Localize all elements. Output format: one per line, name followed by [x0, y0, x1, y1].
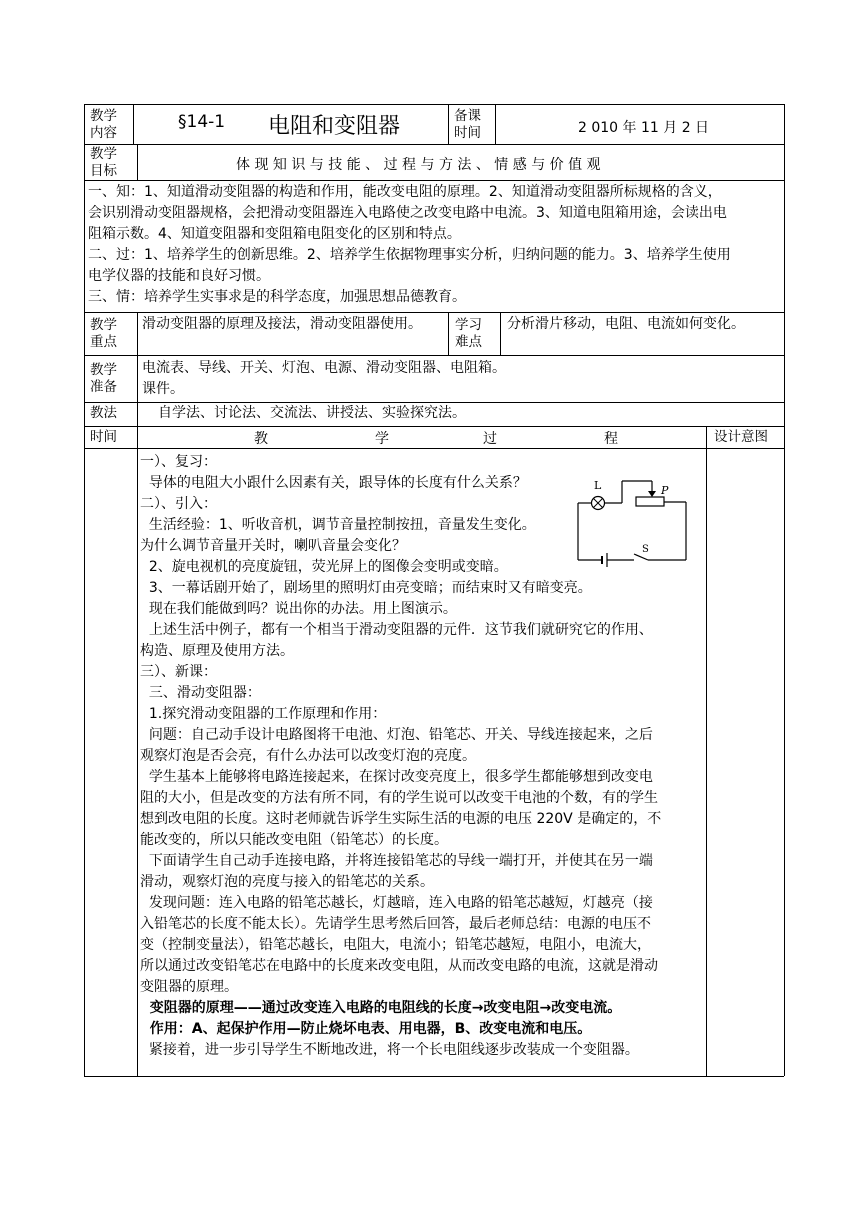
goal-line: 三、情：培养学生实事求是的科学态度，加强思想品德教育。 [88, 289, 466, 305]
label-line: 难点 [455, 334, 482, 350]
body-line: 三）、新课： [140, 664, 217, 680]
table-border-bottom [84, 1076, 784, 1077]
label-line: 准备 [90, 379, 117, 395]
body-line: 学生基本上能够将电路连接起来，在探讨改变亮度上，很多学生都能够想到改变电 [140, 769, 653, 785]
col-divider [448, 312, 449, 355]
col-divider [137, 402, 138, 426]
method-text: 自学法、讨论法、交流法、讲授法、实验探究法。 [158, 405, 466, 421]
body-line: 3、一幕话剧开始了，剧场里的照明灯由亮变暗；而结束时又有暗变亮。 [140, 580, 592, 596]
principle-line: 变阻器的原理——通过改变连入电路的电阻线的长度→改变电阻→改变电流。 [140, 1000, 622, 1016]
body-line: 变阻器的原理。 [140, 979, 238, 995]
label-line: 目标 [90, 163, 117, 179]
process-body [140, 452, 661, 1061]
process-header-char: 教 [254, 431, 268, 447]
body-line: 想到改电阻的长度。这时老师就告诉学生实际生活的电源的电压 220V 是确定的，不 [140, 811, 662, 827]
row-divider [84, 448, 784, 449]
goal-line: 电学仪器的技能和良好习惯。 [88, 268, 270, 284]
table-border-left [84, 104, 85, 1076]
goals-label [90, 146, 117, 180]
body-line: 入铅笔芯的长度不能太长）。先请学生思考然后回答，最后老师总结：电源的电压不 [140, 916, 651, 932]
body-line: 紧接着，进一步引导学生不断地改进，将一个长电阻线逐步改装成一个变阻器。 [140, 1042, 639, 1058]
col-divider [137, 426, 138, 1076]
table-border-right [784, 104, 785, 1076]
body-line: 阻的大小，但是改变的方法有所不同，有的学生说可以改变干电池的个数，有的学生 [140, 790, 658, 806]
goal-line: 一、知：1、知道滑动变阻器的构造和作用，能改变电阻的原理。2、知道滑动变阻器所标规格的含义， [88, 184, 722, 200]
row-divider [84, 144, 784, 145]
body-line: 发现问题：连入电路的铅笔芯越长，灯越暗，连入电路的铅笔芯越短，灯越亮（接 [140, 895, 653, 911]
content-label [90, 108, 117, 142]
body-line: 生活经验：1、听收音机，调节音量控制按扭，音量发生变化。 [140, 517, 536, 533]
label-line: 时间 [454, 125, 481, 141]
lamp-label: L [594, 479, 602, 492]
body-line: 问题：自己动手设计电路图将干电池、灯泡、铅笔芯、开关、导线连接起来，之后 [140, 727, 653, 743]
prep-time-label [454, 108, 481, 142]
process-header-char: 学 [375, 431, 389, 447]
body-line: 构造、原理及使用方法。 [140, 643, 294, 659]
method-label: 教法 [90, 405, 117, 421]
label-line: 教学 [90, 108, 117, 124]
label-line: 教学 [90, 146, 117, 162]
label-line: 学习 [455, 317, 482, 333]
process-header-char: 程 [604, 431, 618, 447]
col-divider [706, 426, 707, 1076]
goal-line: 二、过：1、培养学生的创新思维。2、培养学生依据物理事实分析，归纳问题的能力。3、培养学生使用 [88, 247, 731, 263]
label-line: 教学 [90, 362, 117, 378]
prep-line: 课件。 [142, 381, 184, 397]
table-border-top [84, 104, 784, 105]
col-divider [137, 312, 138, 355]
body-line: 1.探究滑动变阻器的工作原理和作用： [140, 706, 387, 722]
label-line: 备课 [454, 108, 481, 124]
col-divider [137, 355, 138, 402]
goal-line: 阻箱示数。4、知道变阻器和变阻箱电阻变化的区别和特点。 [88, 226, 461, 242]
label-line: 内容 [90, 125, 117, 141]
difficulty-text: 分析滑片移动，电阻、电流如何变化。 [507, 316, 745, 332]
prep-line: 电流表、导线、开关、灯泡、电源、滑动变阻器、电阻箱。 [142, 360, 506, 376]
label-line: 教学 [90, 317, 117, 333]
process-header-char: 过 [483, 431, 497, 447]
row-divider [84, 355, 784, 356]
body-line: 2、旋电视机的亮度旋钮，荧光屏上的图像会变明或变暗。 [140, 559, 508, 575]
body-line: 上述生活中例子，都有一个相当于滑动变阻器的元件．这节我们就研究它的作用、 [140, 622, 653, 638]
body-line: 观察灯泡是否会亮，有什么办法可以改变灯泡的亮度。 [140, 748, 476, 764]
body-line: 一）、复习： [140, 454, 217, 470]
focus-label [90, 317, 117, 351]
design-intent-header: 设计意图 [714, 429, 768, 445]
function-line: 作用：A、起保护作用—防止烧坏电表、用电器，B、改变电流和电压。 [140, 1021, 592, 1037]
body-line: 导体的电阻大小跟什么因素有关，跟导体的长度有什么关系？ [140, 475, 527, 491]
body-line: 变（控制变量法），铅笔芯越长，电阻大，电流小；铅笔芯越短，电阻小，电流大， [140, 937, 651, 953]
body-line: 滑动，观察灯泡的亮度与接入的铅笔芯的关系。 [140, 874, 434, 890]
body-line: 三、滑动变阻器： [140, 685, 261, 701]
body-line: 现在我们能做到吗？说出你的办法。用上图演示。 [140, 601, 457, 617]
goal-line: 会识别滑动变阻器规格，会把滑动变阻器连入电路使之改变电路中电流。3、知道电阻箱用途，会读出电 [88, 205, 727, 221]
prep-label [90, 362, 117, 396]
row-divider [84, 180, 784, 181]
slider-label: P [661, 484, 669, 497]
focus-text: 滑动变阻器的原理及接法，滑动变阻器使用。 [142, 316, 422, 332]
row-divider [84, 312, 784, 313]
body-line: 能改变的，所以只能改变电阻（铅笔芯）的长度。 [140, 832, 448, 848]
col-divider [500, 312, 501, 355]
difficulty-label [455, 317, 482, 351]
col-divider [448, 104, 449, 144]
goals-heading: 体 现 知 识 与 技 能 、 过 程 与 方 法 、 情 感 与 价 值 观 [236, 157, 601, 173]
body-line: 二）、引入： [140, 496, 217, 512]
page-title: 电阻和变阻器 [268, 114, 401, 139]
col-divider [495, 104, 496, 144]
prep-date: 2 010 年 11 月 2 日 [578, 120, 710, 136]
section-number: §14-1 [178, 112, 226, 132]
switch-label: S [642, 544, 649, 555]
prep-text [142, 358, 506, 400]
label-line: 重点 [90, 334, 117, 350]
body-line: 下面请学生自己动手连接电路，并将连接铅笔芯的导线一端打开，并使其在另一端 [140, 853, 653, 869]
col-divider [137, 144, 138, 180]
body-line: 所以通过改变铅笔芯在电路中的长度来改变电阻，从而改变电路的电流，这就是滑动 [140, 958, 658, 974]
time-header: 时间 [90, 429, 117, 445]
body-line: 为什么调节音量开关时，喇叭音量会变化？ [140, 538, 406, 554]
goals-text [88, 182, 731, 308]
col-divider [133, 104, 134, 144]
row-divider [84, 426, 784, 427]
